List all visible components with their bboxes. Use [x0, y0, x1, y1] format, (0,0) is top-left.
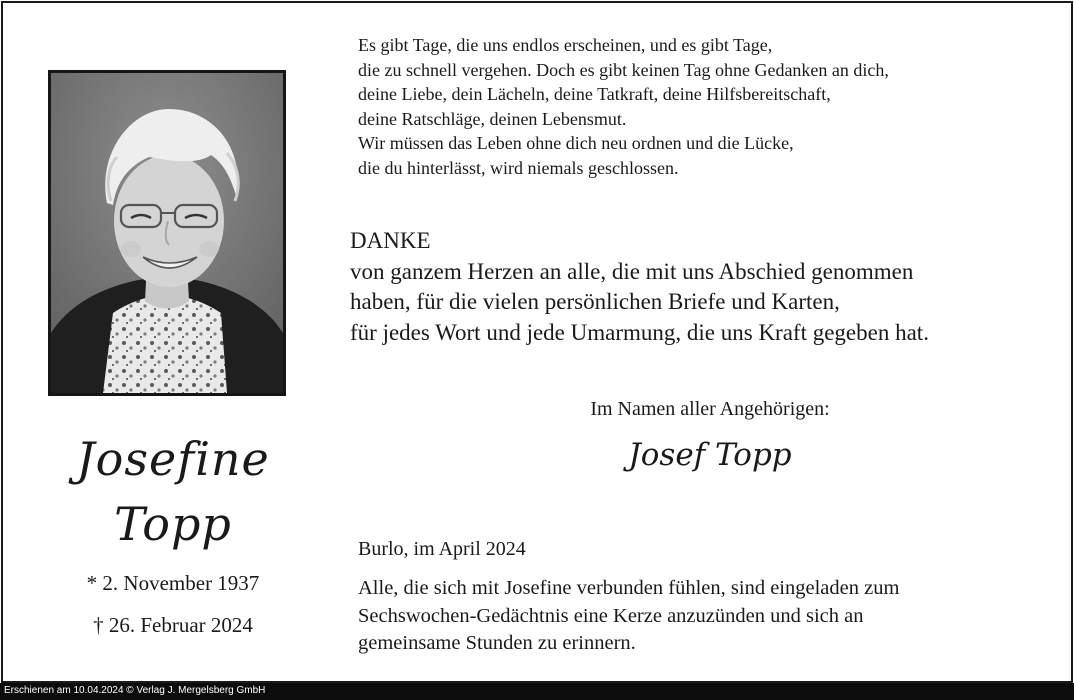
portrait-photo: [48, 70, 286, 396]
death-date: † 26. Februar 2024: [93, 613, 253, 637]
poem-line: die zu schnell vergehen. Doch es gibt keinen Tag ohne Gedanken an dich,: [358, 59, 889, 80]
behalf-line: Im Namen aller Angehörigen:: [590, 398, 830, 420]
portrait-image: [51, 73, 283, 393]
thanks-heading: DANKE: [350, 228, 431, 253]
footer-bar: [0, 683, 1074, 700]
poem: [358, 33, 889, 180]
invitation: [358, 575, 899, 658]
deceased-first-name: Josefine: [76, 432, 270, 486]
poem-line: die du hinterlässt, wird niemals geschlossen.: [358, 157, 679, 178]
poem-line: deine Ratschläge, deinen Lebensmut.: [358, 108, 627, 129]
poem-line: Es gibt Tage, die uns endlos erscheinen, und es gibt Tage,: [358, 35, 773, 55]
invitation-line: gemeinsame Stunden zu erinnern.: [358, 632, 636, 654]
thanks-line: für jedes Wort und jede Umarmung, die uns Kraft gegeben hat.: [350, 319, 929, 345]
poem-line: Wir müssen das Leben ohne dich neu ordnen und die Lücke,: [358, 133, 794, 153]
footer-credit: Erschienen am 10.04.2024 © Verlag J. Mergelsberg GmbH: [4, 685, 266, 696]
poem-line: deine Liebe, dein Lächeln, deine Tatkraft, deine Hilfsbereitschaft,: [358, 84, 831, 104]
birth-date: * 2. November 1937: [86, 571, 260, 595]
invitation-line: Alle, die sich mit Josefine verbunden fühlen, sind eingeladen zum: [358, 577, 900, 599]
thanks-line: haben, für die vielen persönlichen Briefe und Karten,: [350, 289, 840, 314]
signature-name: Josef Topp: [628, 437, 792, 473]
thanks-line: von ganzem Herzen an alle, die mit uns Abschied genommen: [350, 258, 914, 284]
thanks-section: [350, 226, 929, 348]
place-date: Burlo, im April 2024: [358, 538, 526, 560]
deceased-last-name: Topp: [114, 497, 232, 551]
invitation-line: Sechswochen-Gedächtnis eine Kerze anzuzünden und sich an: [358, 604, 864, 627]
